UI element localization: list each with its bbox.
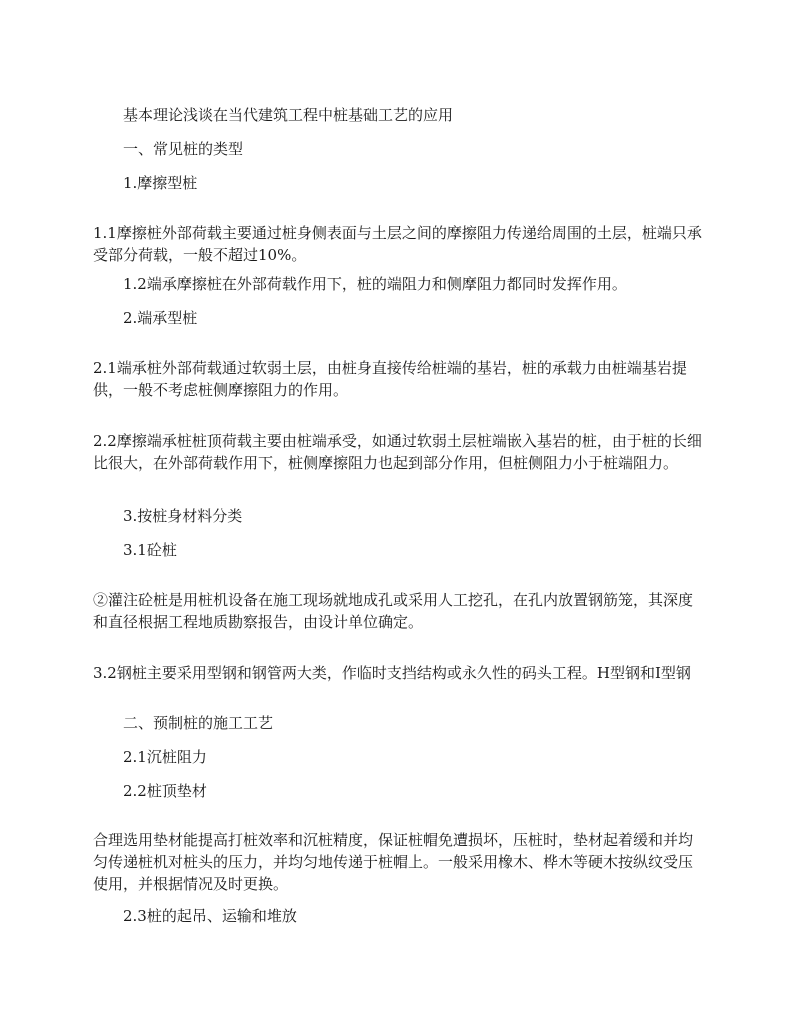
heading-lifting-transport-storage: 2.3桩的起吊、运输和堆放: [123, 907, 297, 925]
section-heading-precast-pile: 二、预制桩的施工工艺: [123, 714, 274, 732]
paragraph-2-2: 2.2摩擦端承桩桩顶荷载主要由桩端承受，如通过软弱土层桩端嵌入基岩的桩，由于桩的长细比很大，在外部荷载作用下，桩侧摩擦阻力也起到部分作用，但桩侧阻力小于桩端阻力。: [93, 432, 702, 472]
heading-end-bearing-pile: 2.端承型桩: [123, 309, 198, 327]
paragraph-steel-pile: 3.2钢桩主要采用型钢和钢管两大类，作临时支挡结构或永久性的码头工程。H型钢和I型钢: [93, 664, 691, 682]
heading-material-classification: 3.按桩身材料分类: [123, 507, 243, 525]
paragraph-2-1: 2.1端承桩外部荷载通过软弱土层，由桩身直接传给桩端的基岩，桩的承载力由桩端基岩提供，一般不考虑桩侧摩擦阻力的作用。: [93, 359, 687, 399]
paragraph-cushion-detail: 合理选用垫材能提高打桩效率和沉桩精度，保证桩帽免遭损坏，压桩时，垫材起着缓和并均匀传递桩机对桩头的压力，并均匀地传递于桩帽上。一般采用橡木、桦木等硬木按纵纹受压使用，并根据情况及时更换。: [93, 831, 694, 893]
paragraph-1-1: 1.1摩擦桩外部荷载主要通过桩身侧表面与土层之间的摩擦阻力传递给周围的土层，桩端只承受部分荷载，一般不超过10%。: [93, 224, 702, 264]
paragraph-cast-in-place-pile: ②灌注砼桩是用桩机设备在施工现场就地成孔或采用人工挖孔，在孔内放置钢筋笼，其深度和直径根据工程地质勘察报告，由设计单位确定。: [93, 591, 694, 631]
paragraph-1-2: 1.2端承摩擦桩在外部荷载作用下，桩的端阻力和侧摩阻力都同时发挥作用。: [123, 275, 627, 293]
section-heading-pile-types: 一、常见桩的类型: [123, 140, 244, 158]
heading-friction-pile: 1.摩擦型桩: [123, 174, 198, 192]
heading-pile-top-cushion: 2.2桩顶垫材: [123, 782, 207, 800]
document-title: 基本理论浅谈在当代建筑工程中桩基础工艺的应用: [123, 106, 454, 124]
heading-concrete-pile: 3.1砼桩: [123, 541, 177, 559]
heading-sinking-resistance: 2.1沉桩阻力: [123, 748, 207, 766]
